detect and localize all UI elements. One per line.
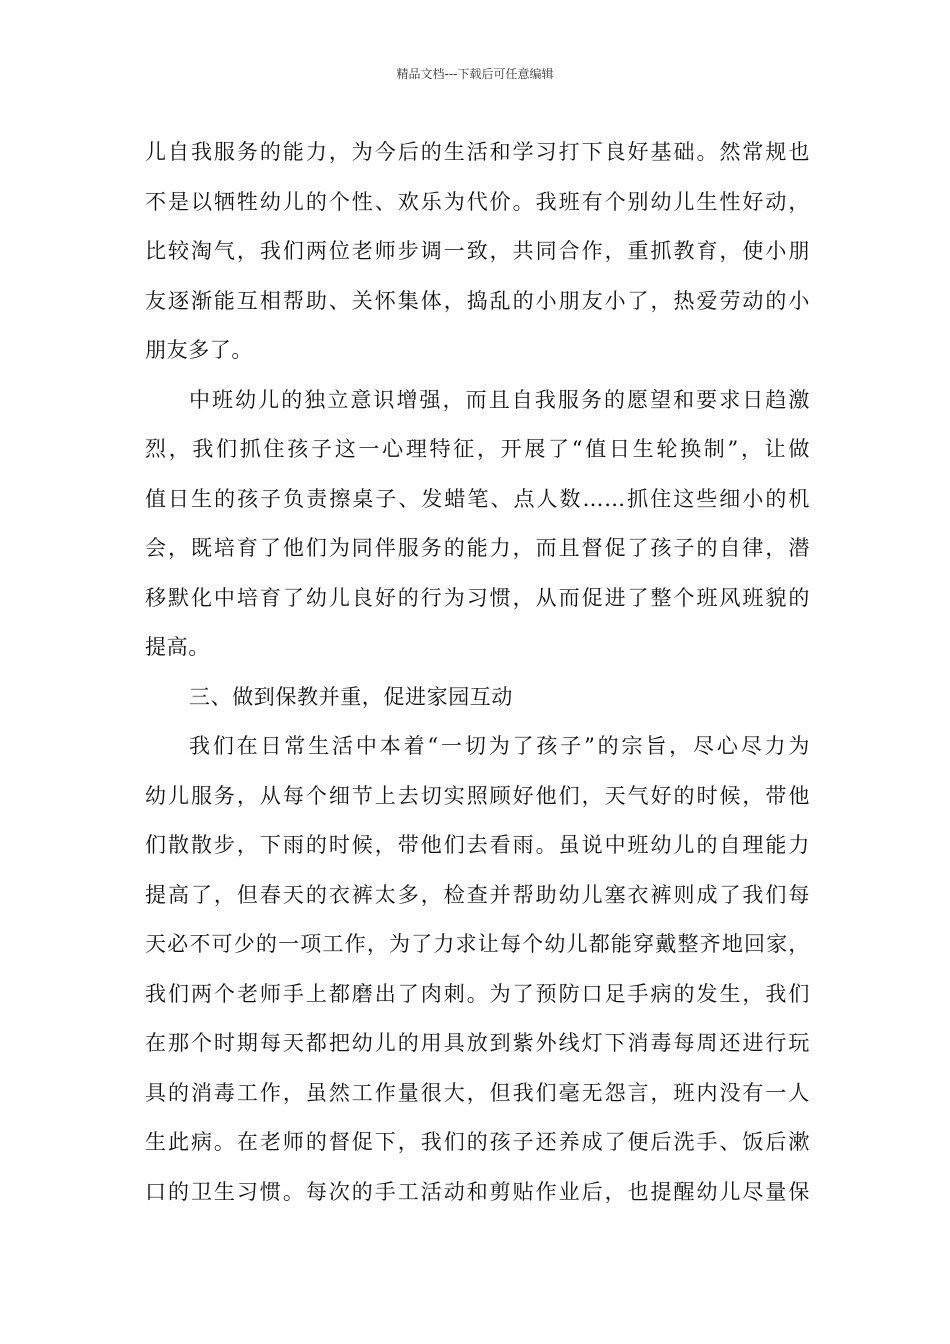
section-heading: 三、做到保教并重，促进家园互动: [189, 684, 513, 709]
text-line: 们散散步，下雨的时候，带他们去看雨。虽说中班幼儿的自理能力: [145, 833, 810, 857]
page-header: 精品文档---下载后可任意编辑: [396, 67, 554, 81]
text-line: 友逐渐能互相帮助、关怀集体，捣乱的小朋友小了，热爱劳动的小: [145, 288, 810, 313]
text-line: 朋友多了。: [145, 338, 253, 362]
paragraph-first-line: 我们在日常生活中本着“一切为了孩子”的宗旨，尽心尽力为: [189, 734, 810, 758]
text-line: 天必不可少的一项工作，为了力求让每个幼儿都能穿戴整齐地回家，: [145, 932, 810, 956]
document-body: [145, 128, 810, 1217]
text-line: 会，既培育了他们为同伴服务的能力，而且督促了孩子的自律，潜: [145, 536, 810, 560]
text-line: 具的消毒工作，虽然工作量很大，但我们毫无怨言，班内没有一人: [145, 1080, 810, 1105]
text-line: 烈，我们抓住孩子这一心理特征，开展了“值日生轮换制”，让做: [145, 437, 810, 461]
text-line: 口的卫生习惯。每次的手工活动和剪贴作业后，也提醒幼儿尽量保: [145, 1179, 810, 1204]
text-line: 儿自我服务的能力，为今后的生活和学习打下良好基础。然常规也: [145, 140, 810, 164]
text-line: 移默化中培育了幼儿良好的行为习惯，从而促进了整个班风班貌的: [145, 585, 810, 610]
paragraph-first-line: 中班幼儿的独立意识增强，而且自我服务的愿望和要求日趋激: [189, 387, 810, 412]
text-line: 在那个时期每天都把幼儿的用具放到紫外线灯下消毒每周还进行玩: [145, 1031, 810, 1055]
text-line: 幼儿服务，从每个细节上去切实照顾好他们，天气好的时候，带他: [145, 783, 810, 808]
text-line: 提高了，但春天的衣裤太多，检查并帮助幼儿塞衣裤则成了我们每: [145, 882, 810, 907]
text-line: 比较淘气，我们两位老师步调一致，共同合作，重抓教育，使小朋: [145, 239, 810, 263]
text-line: 值日生的孩子负责擦桌子、发蜡笔、点人数……抓住这些细小的机: [145, 486, 810, 511]
text-line: 提高。: [145, 635, 210, 659]
text-line: 我们两个老师手上都磨出了肉刺。为了预防口足手病的发生，我们: [145, 981, 810, 1006]
text-line: 不是以牺牲幼儿的个性、欢乐为代价。我班有个别幼儿生性好动，: [145, 189, 810, 214]
text-line: 生此病。在老师的督促下，我们的孩子还养成了便后洗手、饭后漱: [145, 1130, 810, 1154]
